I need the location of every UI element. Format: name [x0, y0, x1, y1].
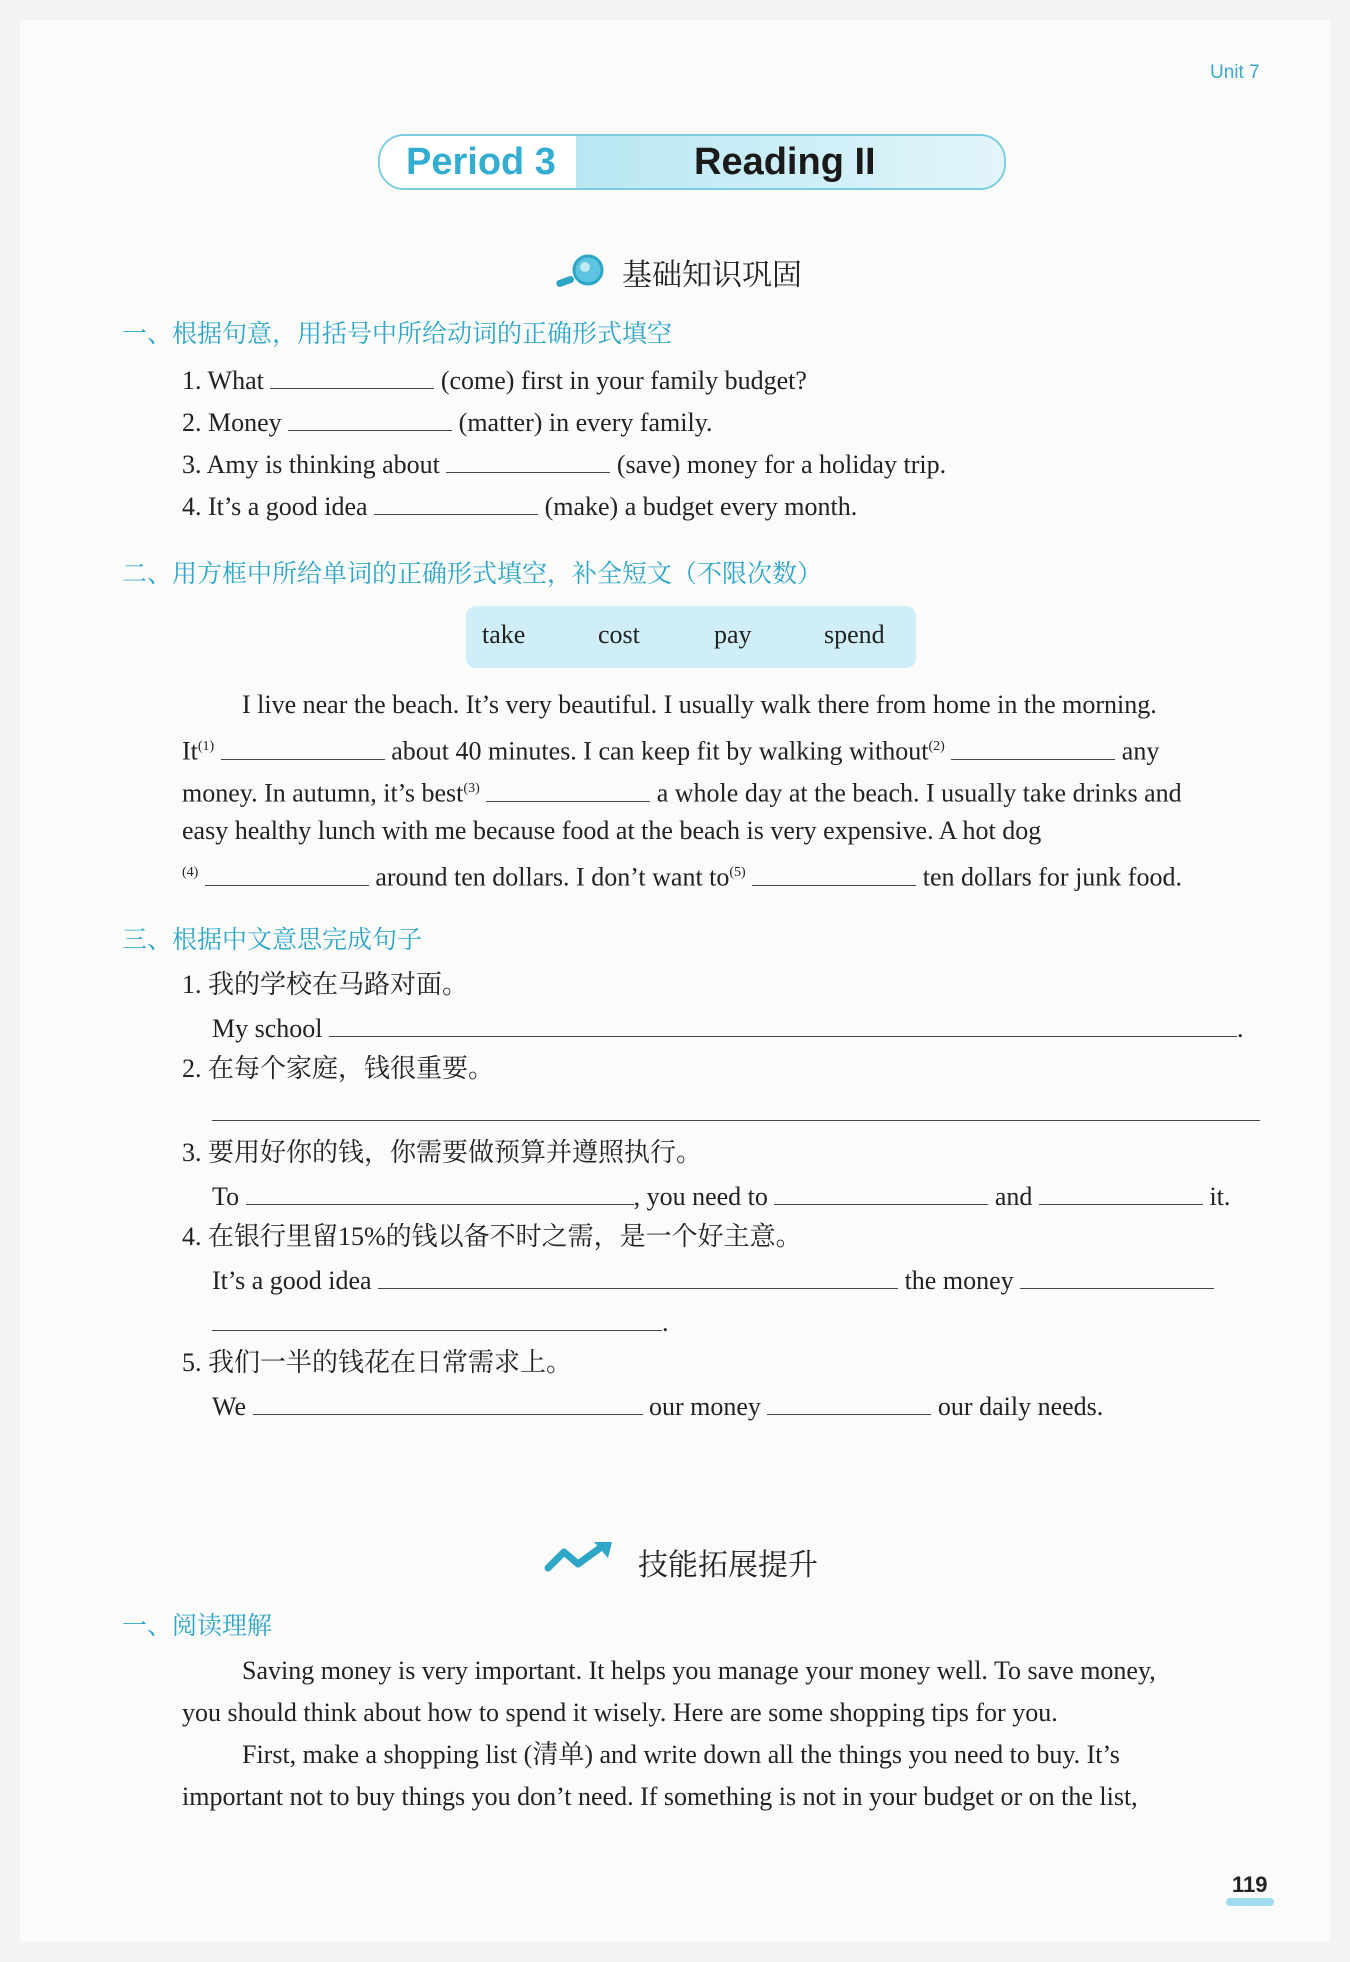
translation-cn-4: 4. 在银行里留15%的钱以备不时之需，是一个好主意。: [182, 1222, 802, 1251]
reading-line-2: you should think about how to spend it wisely. Here are some shopping tips for you.: [182, 1698, 1058, 1727]
word-pay: pay: [714, 620, 752, 649]
answer-blank[interactable]: [374, 488, 538, 515]
passage-line-5: $^{(4)}$ around ten dollars. I don’t want $to^{(5)}$ ten dollars for junk food.: [182, 856, 1182, 895]
trend-arrow-icon: [544, 1540, 616, 1581]
translation-en-4-cont: .: [212, 1304, 669, 1340]
question-heading-reading: 一、阅读理解: [122, 1611, 273, 1640]
translation-en-5: We our money our daily needs.: [212, 1388, 1103, 1424]
word-cost: cost: [598, 620, 640, 649]
section-title-basics: 基础知识巩固: [622, 258, 802, 293]
answer-blank[interactable]: [329, 1010, 1237, 1037]
answer-blank[interactable]: [205, 859, 369, 886]
section-title-skills: 技能拓展提升: [638, 1548, 818, 1583]
translation-cn-5: 5. 我们一半的钱花在日常需求上。: [182, 1348, 573, 1377]
passage-line-4: easy healthy lunch with me because food at the beach is very expensive. A hot dog: [182, 816, 1042, 845]
reading-line-4: important not to buy things you don’t need. If something is not in your budget or on the list,: [182, 1782, 1138, 1811]
word-spend: spend: [824, 620, 885, 649]
answer-blank[interactable]: [212, 1094, 1260, 1121]
answer-blank[interactable]: [774, 1178, 988, 1205]
period-banner: [378, 134, 1006, 190]
word-box: [466, 606, 916, 668]
translation-cn-2: 2. 在每个家庭，钱很重要。: [182, 1054, 495, 1083]
answer-blank[interactable]: [270, 362, 434, 389]
answer-blank[interactable]: [951, 733, 1115, 760]
exercise-item-3: 3. Amy is thinking about (save) money for a holiday trip.: [182, 446, 946, 482]
exercise-item-2: 2. Money (matter) in every family.: [182, 404, 713, 440]
question-heading-1: 一、根据句意，用括号中所给动词的正确形式填空: [122, 319, 673, 348]
answer-blank[interactable]: [767, 1388, 931, 1415]
passage-line-2: It$^{(1)}$ about 40 minutes. I can keep fit by walking without$^{(2)}$ any: [182, 730, 1159, 769]
exercise-item-1: 1. What (come) first in your family budget?: [182, 362, 807, 398]
answer-blank[interactable]: [246, 1178, 634, 1205]
magnifier-icon: [552, 252, 608, 297]
question-heading-3: 三、根据中文意思完成句子: [122, 925, 423, 954]
answer-blank[interactable]: [1020, 1262, 1214, 1289]
answer-blank[interactable]: [212, 1304, 662, 1331]
answer-blank[interactable]: [1039, 1178, 1203, 1205]
unit-label: Unit 7: [1210, 62, 1260, 83]
answer-blank[interactable]: [378, 1262, 898, 1289]
answer-blank[interactable]: [253, 1388, 643, 1415]
answer-blank[interactable]: [752, 859, 916, 886]
passage-line-1: I live near the beach. It’s very beautiful. I usually walk there from home in the morning.: [242, 690, 1157, 719]
reading-line-3: First, make a shopping list (清单) and write down all the things you need to buy. It’s: [242, 1740, 1120, 1769]
period-label: Period 3: [406, 141, 556, 183]
answer-blank[interactable]: [221, 733, 385, 760]
translation-en-4: It’s a good idea the money: [212, 1262, 1214, 1298]
page-number-underline: [1226, 1898, 1274, 1906]
exercise-item-4: 4. It’s a good idea (make) a budget every month.: [182, 488, 857, 524]
translation-cn-3: 3. 要用好你的钱，你需要做预算并遵照执行。: [182, 1138, 703, 1167]
translation-en-3: To , you need to and it.: [212, 1178, 1230, 1214]
passage-line-3: money. In autumn, it’s best$^{(3)}$ a whole day at the beach. I usually take drinks and: [182, 772, 1182, 811]
word-take: take: [482, 620, 526, 649]
translation-en-2: [212, 1094, 1260, 1130]
translation-en-1: My school .: [212, 1010, 1244, 1046]
reading-line-1: Saving money is very important. It helps you manage your money well. To save money,: [242, 1656, 1156, 1685]
page-number: 119: [1232, 1872, 1268, 1897]
answer-blank[interactable]: [486, 775, 650, 802]
translation-cn-1: 1. 我的学校在马路对面。: [182, 970, 469, 999]
answer-blank[interactable]: [446, 446, 610, 473]
lesson-title: Reading II: [694, 141, 876, 183]
question-heading-2: 二、用方框中所给单词的正确形式填空，补全短文（不限次数）: [122, 559, 823, 588]
answer-blank[interactable]: [288, 404, 452, 431]
